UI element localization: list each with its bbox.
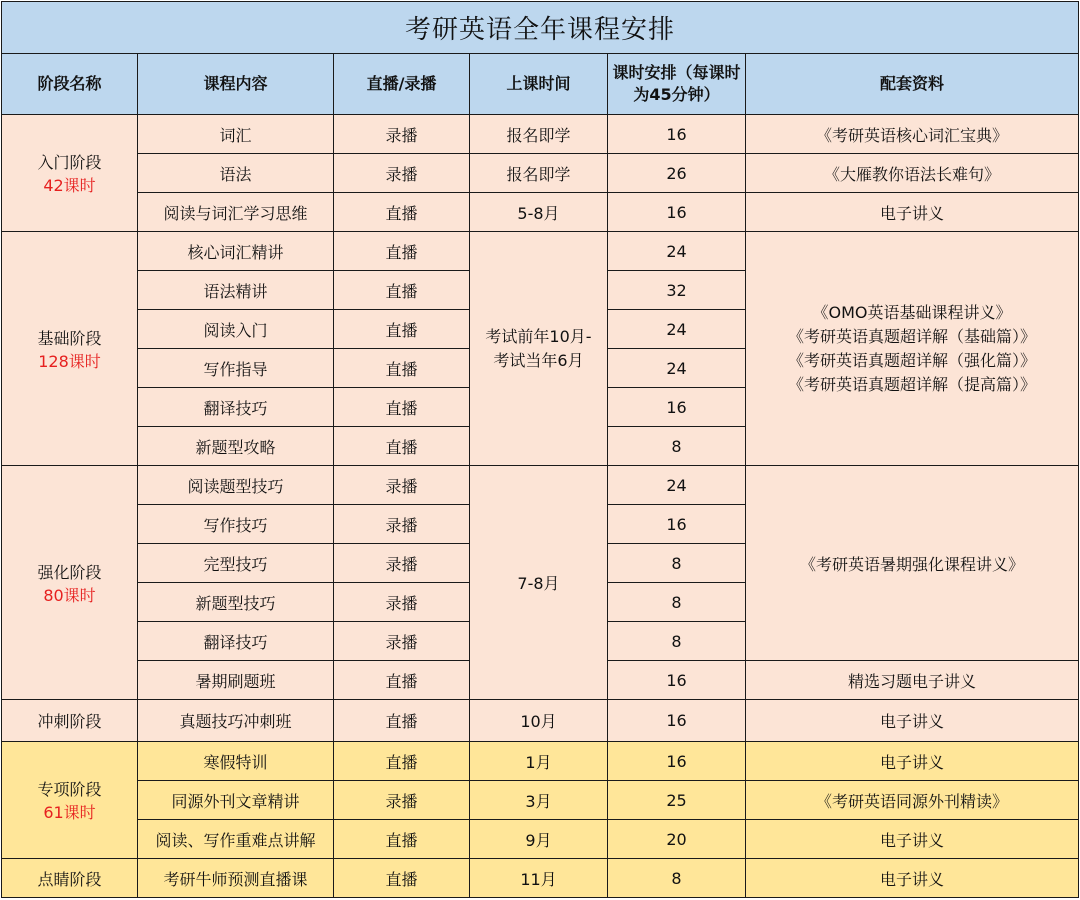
table-row	[2, 232, 1079, 271]
material-line: 《考研英语真题超详解（基础篇）》	[788, 326, 1037, 346]
hours-cell: 8	[608, 544, 746, 583]
header-time: 上课时间	[470, 54, 608, 115]
table-row	[2, 859, 1079, 898]
content-cell: 新题型技巧	[138, 583, 334, 622]
mode-cell: 直播	[334, 193, 470, 232]
table-row	[2, 700, 1079, 742]
mode-cell: 直播	[334, 232, 470, 271]
time-cell: 3月	[470, 781, 608, 820]
hours-cell: 32	[608, 271, 746, 310]
stage-name: 冲刺阶段	[37, 712, 102, 731]
mode-cell: 直播	[334, 310, 470, 349]
mode-cell: 直播	[334, 859, 470, 898]
hours-cell: 26	[608, 154, 746, 193]
time-cell: 5-8月	[470, 193, 608, 232]
content-cell: 阅读题型技巧	[138, 466, 334, 505]
hours-cell: 8	[608, 622, 746, 661]
table-row	[2, 742, 1079, 781]
content-cell: 新题型攻略	[138, 427, 334, 466]
stage-cell	[2, 700, 138, 742]
hours-cell: 24	[608, 232, 746, 271]
time-cell: 1月	[470, 742, 608, 781]
table-title: 考研英语全年课程安排	[2, 2, 1079, 54]
stage-hours: 80课时	[43, 585, 96, 605]
materials-cell	[746, 232, 1079, 466]
material-line: 《考研英语真题超详解（强化篇）》	[788, 350, 1037, 370]
stage-cell	[2, 466, 138, 700]
mode-cell: 直播	[334, 427, 470, 466]
hours-cell: 16	[608, 388, 746, 427]
mode-cell: 直播	[334, 271, 470, 310]
mode-cell: 录播	[334, 622, 470, 661]
time-cell	[470, 232, 608, 466]
mode-cell: 录播	[334, 115, 470, 154]
content-cell: 寒假特训	[138, 742, 334, 781]
hours-cell: 24	[608, 349, 746, 388]
content-cell: 完型技巧	[138, 544, 334, 583]
content-cell: 考研牛师预测直播课	[138, 859, 334, 898]
header-mode: 直播/录播	[334, 54, 470, 115]
table-row	[2, 466, 1079, 505]
stage-hours: 42课时	[43, 176, 96, 195]
time-line: 考试当年6月	[493, 350, 584, 370]
hours-cell: 20	[608, 820, 746, 859]
mode-cell: 录播	[334, 466, 470, 505]
mode-cell: 直播	[334, 349, 470, 388]
stage-name: 入门阶段	[37, 153, 102, 172]
time-cell: 7-8月	[470, 466, 608, 700]
mode-cell: 直播	[334, 820, 470, 859]
course-schedule-table	[1, 1, 1079, 898]
stage-cell	[2, 742, 138, 859]
mode-cell: 录播	[334, 544, 470, 583]
mode-cell: 录播	[334, 154, 470, 193]
time-cell: 报名即学	[470, 115, 608, 154]
table-row	[2, 115, 1079, 154]
hours-cell: 16	[608, 700, 746, 742]
mode-cell: 直播	[334, 700, 470, 742]
hours-cell: 24	[608, 466, 746, 505]
materials-cell: 电子讲义	[746, 820, 1079, 859]
header-stage: 阶段名称	[2, 54, 138, 115]
content-cell: 同源外刊文章精讲	[138, 781, 334, 820]
hours-cell: 16	[608, 742, 746, 781]
materials-cell: 电子讲义	[746, 859, 1079, 898]
mode-cell: 录播	[334, 583, 470, 622]
content-cell: 语法	[138, 154, 334, 193]
course-schedule-sheet	[1, 1, 1078, 898]
header-hours: 课时安排（每课时为45分钟）	[608, 54, 746, 115]
hours-cell: 8	[608, 859, 746, 898]
hours-cell: 25	[608, 781, 746, 820]
table-row	[2, 193, 1079, 232]
content-cell: 阅读、写作重难点讲解	[138, 820, 334, 859]
hours-cell: 24	[608, 310, 746, 349]
mode-cell: 录播	[334, 781, 470, 820]
time-line: 考试前年10月-	[485, 326, 592, 346]
table-row	[2, 820, 1079, 859]
content-cell: 阅读入门	[138, 310, 334, 349]
stage-cell	[2, 232, 138, 466]
mode-cell: 直播	[334, 742, 470, 781]
stage-name: 点睛阶段	[37, 869, 102, 889]
header-materials: 配套资料	[746, 54, 1079, 115]
hours-cell: 16	[608, 115, 746, 154]
hours-cell: 8	[608, 427, 746, 466]
stage-hours: 61课时	[43, 803, 96, 822]
hours-cell: 8	[608, 583, 746, 622]
materials-cell: 《考研英语同源外刊精读》	[746, 781, 1079, 820]
table-row	[2, 154, 1079, 193]
materials-cell: 《大雁教你语法长难句》	[746, 154, 1079, 193]
material-line: 《考研英语真题超详解（提高篇）》	[788, 374, 1037, 394]
time-cell: 10月	[470, 700, 608, 742]
materials-cell: 精选习题电子讲义	[746, 661, 1079, 700]
content-cell: 翻译技巧	[138, 388, 334, 427]
stage-name: 基础阶段	[37, 328, 102, 348]
content-cell: 核心词汇精讲	[138, 232, 334, 271]
header-row	[2, 54, 1079, 115]
hours-cell: 16	[608, 193, 746, 232]
materials-cell: 电子讲义	[746, 700, 1079, 742]
materials-cell: 《考研英语暑期强化课程讲义》	[746, 466, 1079, 661]
stage-hours: 128课时	[38, 351, 101, 371]
content-cell: 翻译技巧	[138, 622, 334, 661]
stage-cell	[2, 115, 138, 232]
content-cell: 真题技巧冲刺班	[138, 700, 334, 742]
materials-cell: 电子讲义	[746, 742, 1079, 781]
hours-cell: 16	[608, 661, 746, 700]
stage-name: 强化阶段	[37, 562, 102, 582]
content-cell: 阅读与词汇学习思维	[138, 193, 334, 232]
time-cell: 报名即学	[470, 154, 608, 193]
time-cell: 9月	[470, 820, 608, 859]
mode-cell: 直播	[334, 661, 470, 700]
stage-name: 专项阶段	[37, 780, 102, 799]
content-cell: 词汇	[138, 115, 334, 154]
material-line: 《OMO英语基础课程讲义》	[812, 302, 1012, 322]
stage-cell	[2, 859, 138, 898]
content-cell: 写作技巧	[138, 505, 334, 544]
header-content: 课程内容	[138, 54, 334, 115]
mode-cell: 录播	[334, 505, 470, 544]
time-cell: 11月	[470, 859, 608, 898]
materials-cell: 《考研英语核心词汇宝典》	[746, 115, 1079, 154]
content-cell: 写作指导	[138, 349, 334, 388]
table-row	[2, 781, 1079, 820]
mode-cell: 直播	[334, 388, 470, 427]
content-cell: 暑期刷题班	[138, 661, 334, 700]
materials-cell: 电子讲义	[746, 193, 1079, 232]
content-cell: 语法精讲	[138, 271, 334, 310]
hours-cell: 16	[608, 505, 746, 544]
